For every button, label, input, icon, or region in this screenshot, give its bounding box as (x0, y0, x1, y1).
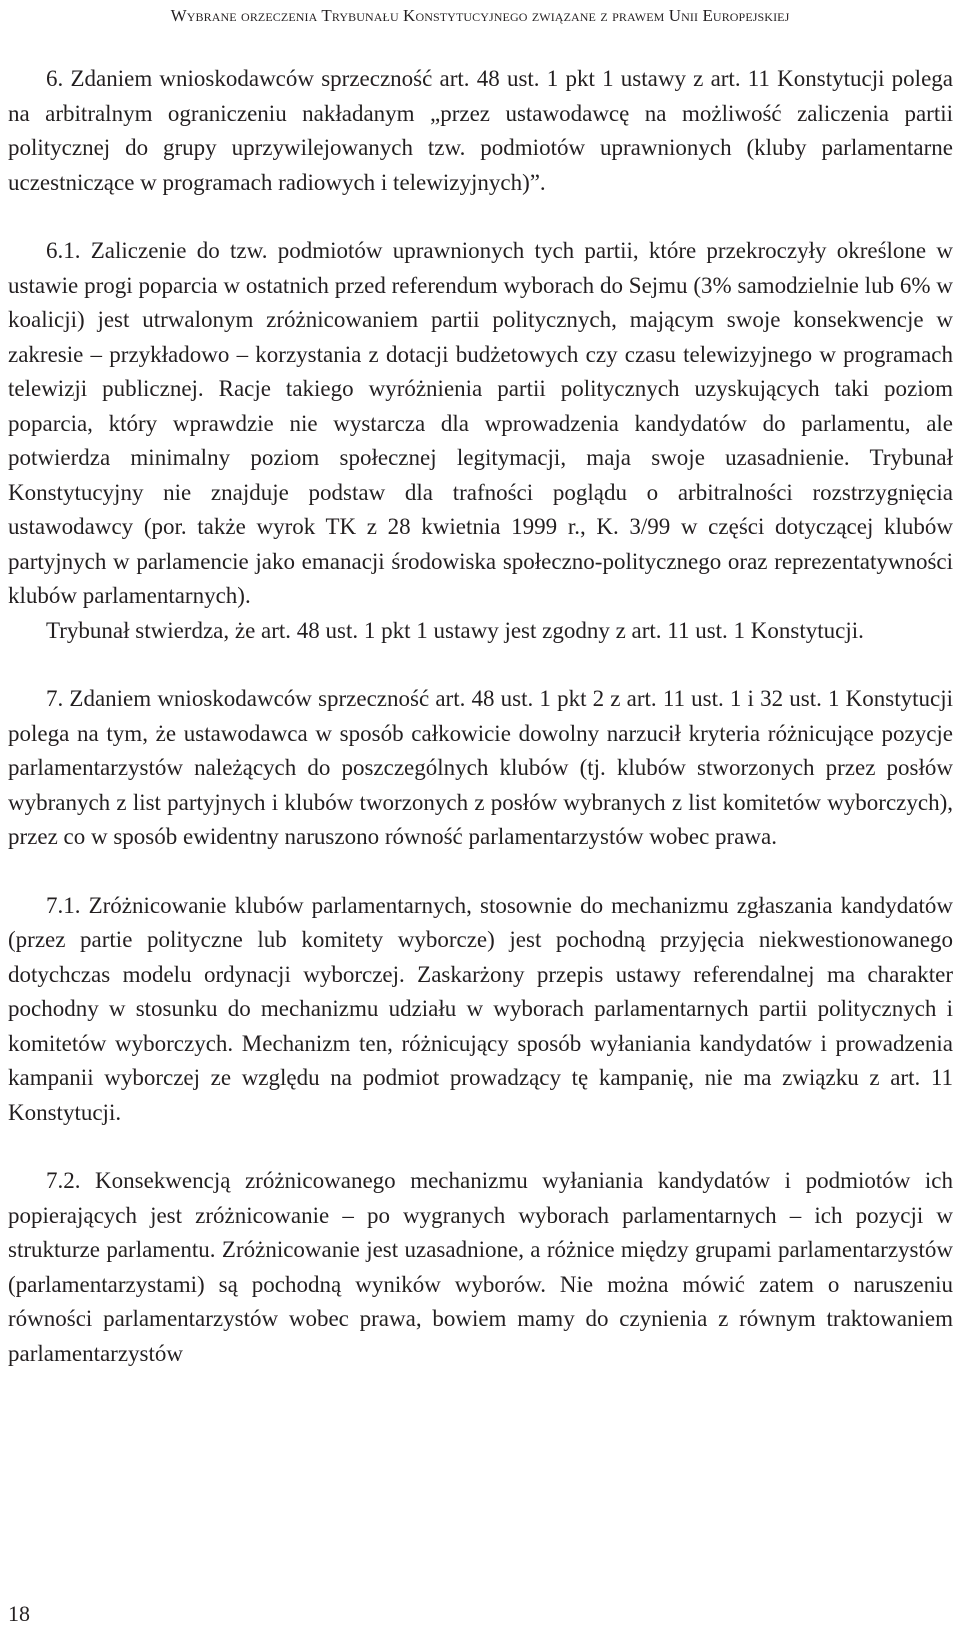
document-body (8, 62, 953, 1371)
running-head: Wybrane orzeczenia Trybunału Konstytucyjnego związane z prawem Unii Europejskiej (170, 6, 790, 25)
page-number: 18 (8, 1601, 30, 1626)
paragraph-7-1: 7.1. Zróżnicowanie klubów parlamentarnych, stosownie do mechanizmu zgłaszania kandydatów (przez partie polityczne lub komitety wyborcze) jest pochodną przyjęcia niekwestionowanego dotychczas modelu ordynacji wyborczej. Zaskarżony przepis ustawy referendalnej ma charakter pochodny w stosunku do mechanizmu udziału w wyborach parlamentarnych partii politycznych i komitetów wyborczych. Mechanizm ten, różnicujący sposób wyłaniania kandydatów i prowadzenia kampanii wyborczej ze względu na podmiot prowadzący tę kampanię, nie ma związku z art. 11 Konstytucji. (8, 892, 953, 1125)
paragraph-6: 6. Zdaniem wnioskodawców sprzeczność art. 48 ust. 1 pkt 1 ustawy z art. 11 Konstytucji polega na arbitralnym ograniczeniu nakładanym „przez ustawodawcę na możliwość zaliczenia partii politycznej do grupy uprzywilejowanych tzw. podmiotów uprawnionych (kluby parlamentarne uczestniczące w programach radiowych i telewizyjnych)”. (8, 66, 953, 195)
paragraph-7-2: 7.2. Konsekwencją zróżnicowanego mechanizmu wyłaniania kandydatów i podmiotów ich popierających jest zróżnicowanie – po wygranych wyborach parlamentarnych – ich pozycji w strukturze parlamentu. Zróżnicowanie jest uzasadnione, a różnice między grupami parlamentarzystów (parlamentarzystami) są pochodną wyników wyborów. Nie można mówić zatem o naruszeniu równości parlamentarzystów wobec prawa, bowiem mamy do czynienia z równym traktowaniem parlamentarzystów (8, 1168, 953, 1366)
paragraph-6-conclusion: Trybunał stwierdza, że art. 48 ust. 1 pkt 1 ustawy jest zgodny z art. 11 ust. 1 Konstytucji. (46, 617, 864, 643)
paragraph-6-1: 6.1. Zaliczenie do tzw. podmiotów uprawnionych tych partii, które przekroczyły określone w ustawie progi poparcia w ostatnich przed referendum wyborach do Sejmu (3% samodzielnie lub 6% w koalicji) jest utrwalonym zróżnicowaniem partii politycznych, mającym swoje konsekwencje w zakresie – przykładowo – korzystania z dotacji budżetowych czy czasu telewizyjnego w programach telewizji publicznej. Racje takiego wyróżnienia partii politycznych uzyskujących taki poziom poparcia, który wprawdzie nie wystarcza dla wprowadzenia kandydatów do parlamentu, ale potwierdza minimalny poziom społecznej legitymacji, maja swoje uzasadnienie. Trybunał Konstytucyjny nie znajduje podstaw dla trafności poglądu o arbitralności rozstrzygnięcia ustawodawcy (por. także wyrok TK z 28 kwietnia 1999 r., K. 3/99 w części dotyczącej klubów partyjnych w parlamencie jako emanacji środowiska społeczno-politycznego oraz reprezentatywności klubów parlamentarnych). (8, 238, 953, 608)
paragraph-7: 7. Zdaniem wnioskodawców sprzeczność art. 48 ust. 1 pkt 2 z art. 11 ust. 1 i 32 ust. 1 Konstytucji polega na tym, że ustawodawca w sposób całkowicie dowolny narzucił kryteria różnicujące pozycje parlamentarzystów należących do poszczególnych klubów (tj. klubów stworzonych przez posłów wybranych z list partyjnych i klubów tworzonych z posłów wybranych z list komitetów wyborczych), przez co w sposób ewidentny naruszono równość parlamentarzystów wobec prawa. (8, 686, 953, 849)
